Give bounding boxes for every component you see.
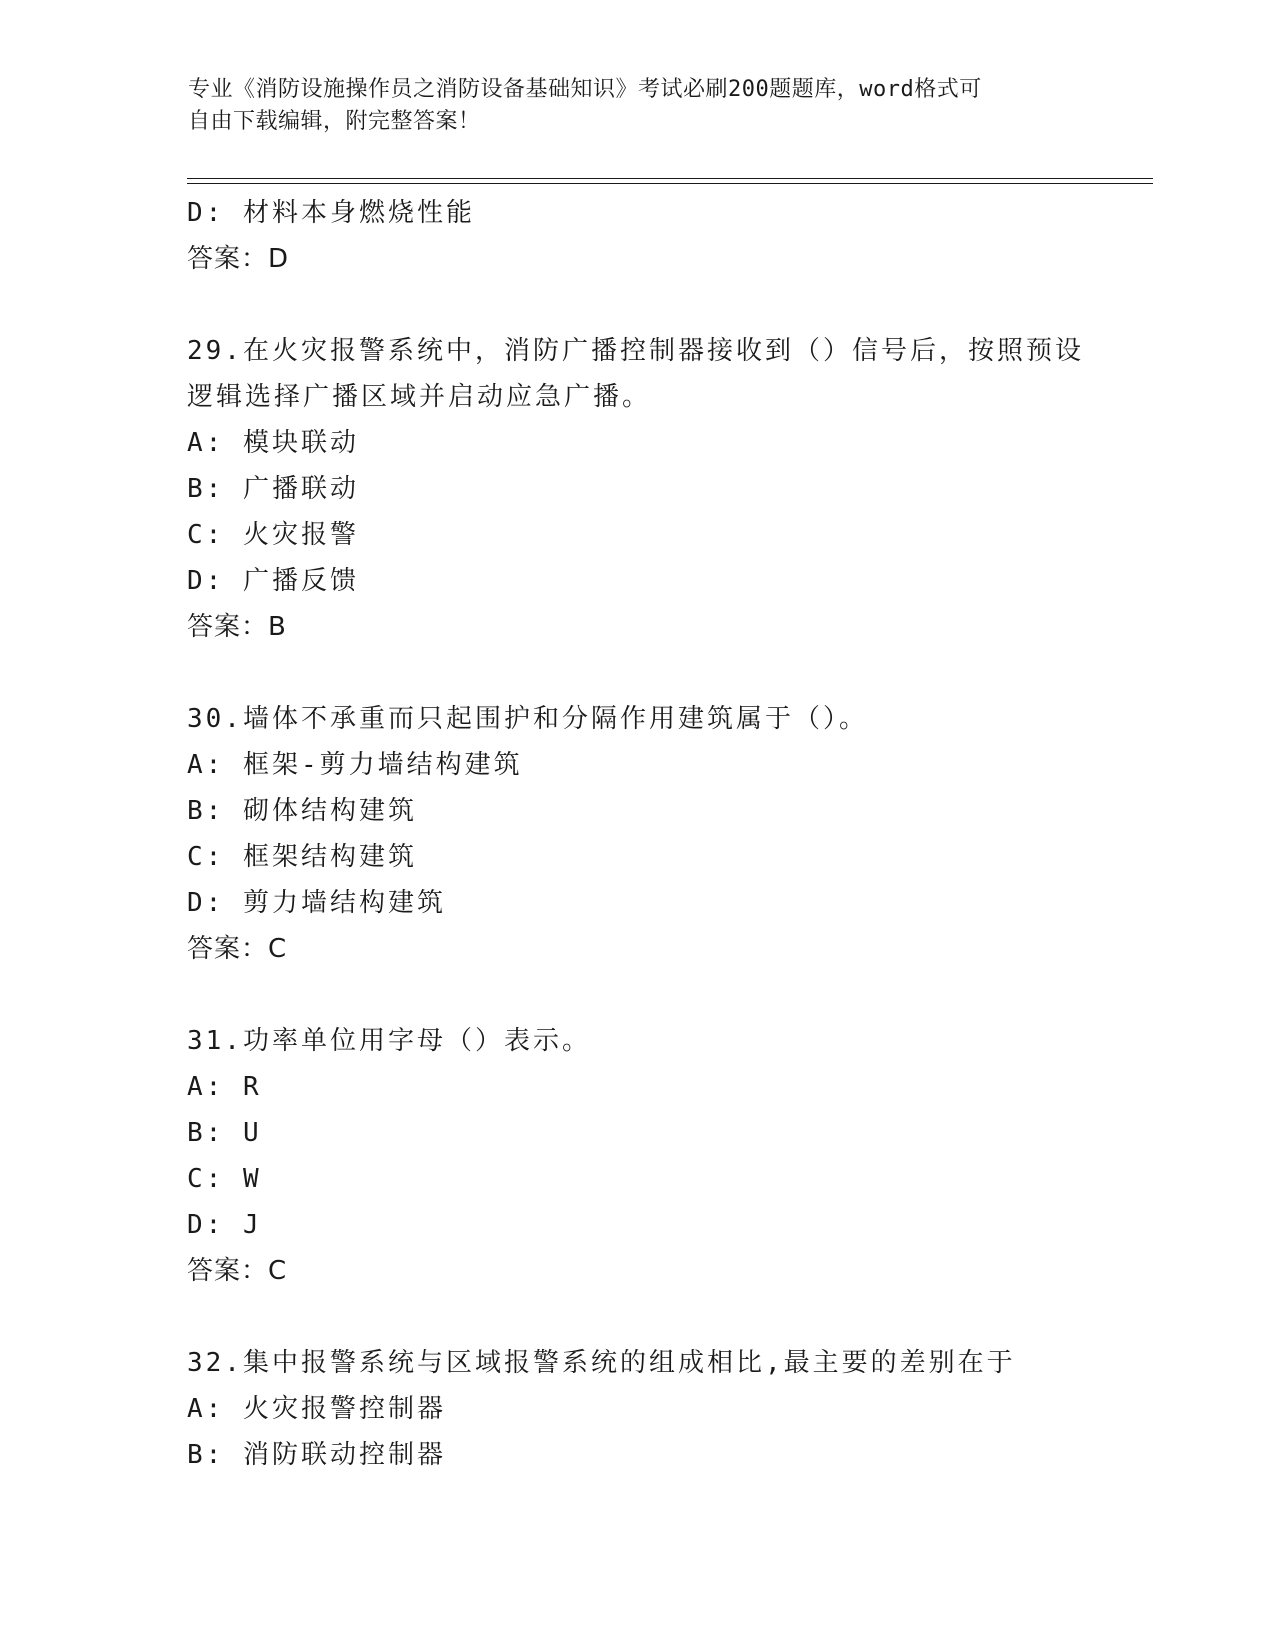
option-b: B: 砌体结构建筑 (187, 796, 417, 826)
option-b: B: U (187, 1118, 262, 1148)
question-stem-29-cont: 逻辑选择广播区域并启动应急广播。 (187, 382, 652, 412)
header-divider-bottom (187, 183, 1153, 184)
spacer (187, 650, 1147, 696)
spacer (187, 1294, 1147, 1340)
answer-line: 答案：D (187, 244, 290, 274)
answer-line: 答案：C (187, 934, 288, 964)
option-d: D: 材料本身燃烧性能 (187, 198, 475, 228)
option-d: D: J (187, 1210, 262, 1240)
option-d: D: 剪力墙结构建筑 (187, 888, 446, 918)
option-b: B: 消防联动控制器 (187, 1440, 446, 1470)
option-a: A: 框架-剪力墙结构建筑 (187, 750, 523, 780)
question-stem-29: 29.在火灾报警系统中，消防广播控制器接收到（）信号后，按照预设 (187, 336, 1084, 366)
header-title-line-1: 专业《消防设施操作员之消防设备基础知识》考试必刷200题题库，word格式可 (188, 77, 982, 102)
question-stem-32: 32.集中报警系统与区域报警系统的组成相比,最主要的差别在于 (187, 1348, 1016, 1378)
spacer (187, 282, 1147, 328)
document-header (188, 74, 1068, 138)
option-d: D: 广播反馈 (187, 566, 359, 596)
option-a: A: R (187, 1072, 262, 1102)
question-list (187, 190, 1147, 1478)
question-stem-30: 30.墙体不承重而只起围护和分隔作用建筑属于（）。 (187, 704, 868, 734)
spacer (187, 972, 1147, 1018)
question-stem-31: 31.功率单位用字母（）表示。 (187, 1026, 591, 1056)
option-c: C: 框架结构建筑 (187, 842, 417, 872)
option-a: A: 火灾报警控制器 (187, 1394, 446, 1424)
header-title-line-2: 自由下载编辑，附完整答案！ (188, 109, 481, 134)
option-a: A: 模块联动 (187, 428, 359, 458)
option-c: C: W (187, 1164, 262, 1194)
option-b: B: 广播联动 (187, 474, 359, 504)
option-c: C: 火灾报警 (187, 520, 359, 550)
answer-line: 答案：B (187, 612, 287, 642)
answer-line: 答案：C (187, 1256, 288, 1286)
header-divider-top (187, 178, 1153, 179)
